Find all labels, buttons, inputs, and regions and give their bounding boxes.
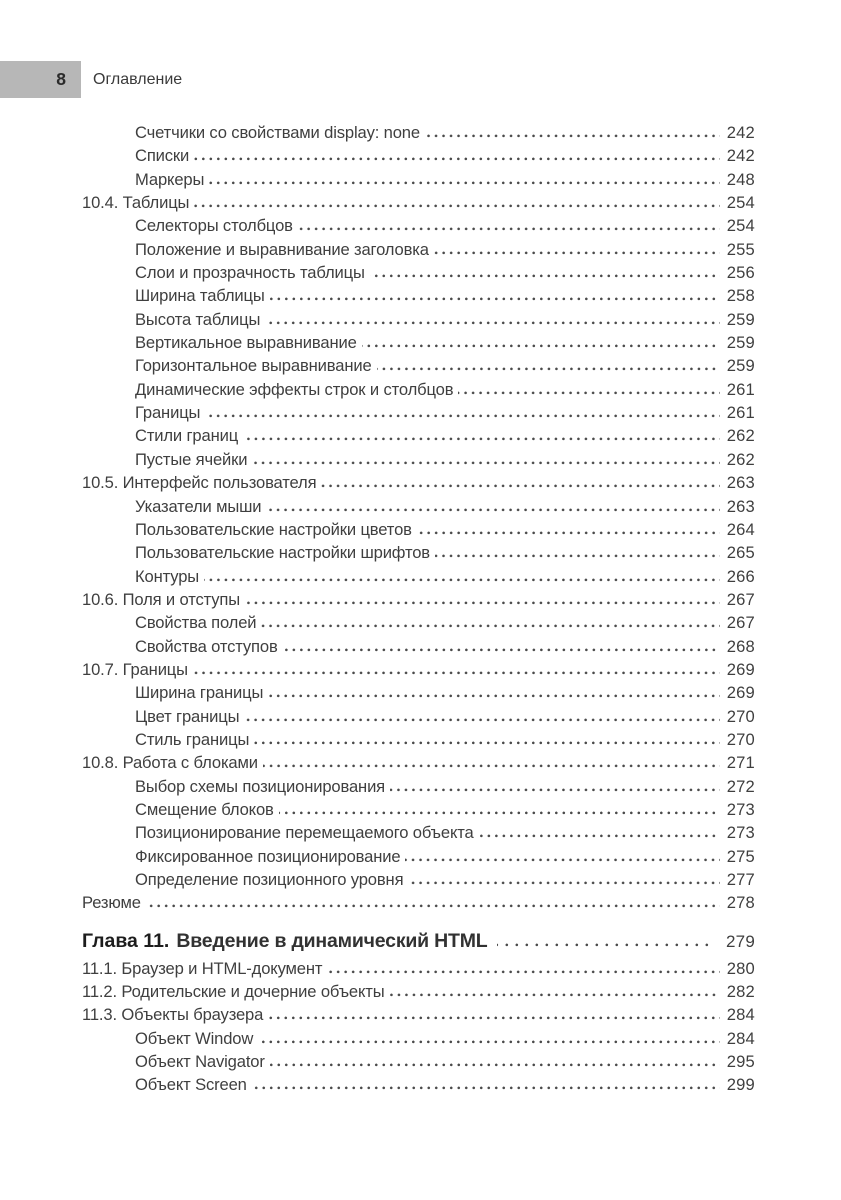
dot-leader	[479, 834, 720, 838]
toc-entry-page: 269	[726, 659, 755, 679]
toc-entry-label: Объект Window	[135, 1028, 254, 1048]
toc-entry-page: 263	[726, 496, 755, 516]
toc-entry-row	[82, 567, 755, 590]
toc-entry-row	[82, 1029, 755, 1052]
toc-entry-page: 270	[726, 729, 755, 749]
toc-entry-label: 10.5. Интерфейс пользователя	[82, 473, 317, 493]
toc-entry-label: Контуры	[135, 566, 200, 586]
toc-entry-page: 254	[726, 216, 755, 236]
dot-leader	[193, 671, 720, 675]
toc-entry-page: 259	[726, 356, 755, 376]
toc-entry-label: Свойства полей	[135, 613, 257, 633]
toc-entry-row	[82, 170, 755, 193]
toc-entry-page: 242	[726, 146, 755, 166]
running-head-box	[0, 61, 81, 98]
dot-leader	[204, 578, 720, 582]
toc-entry-page: 242	[726, 123, 755, 142]
toc-entry-row	[82, 240, 755, 263]
toc-entry-row	[82, 893, 755, 916]
toc-entry-row	[82, 123, 755, 146]
toc-entry-row	[82, 286, 755, 309]
toc-entry-page: 273	[726, 799, 755, 819]
toc-entry-label: Положение и выравнивание заголовка	[135, 239, 429, 259]
toc-entry-row	[82, 497, 755, 520]
toc-entry-row	[82, 543, 755, 566]
dot-leader	[245, 601, 720, 605]
table-of-contents	[82, 123, 755, 1099]
toc-entry-page: 277	[726, 870, 755, 889]
toc-entry-label: Ширина таблицы	[135, 286, 265, 306]
chapter-number-label: Глава 11.	[82, 929, 170, 952]
toc-entry-page: 261	[726, 379, 755, 399]
toc-entry-label: 11.1. Браузер и HTML-документ	[82, 958, 323, 978]
toc-entry-page: 268	[726, 636, 755, 656]
dot-leader	[370, 274, 720, 278]
dot-leader	[283, 648, 720, 652]
dot-leader	[377, 367, 720, 371]
toc-entry-label: 10.8. Работа с блоками	[82, 753, 258, 773]
toc-entry-row	[82, 707, 755, 730]
toc-entry-label: Динамические эффекты строк и столбцов	[135, 379, 454, 399]
toc-entry-row	[82, 982, 755, 1005]
toc-entry-page: 267	[726, 589, 755, 609]
dot-leader	[268, 1016, 719, 1020]
toc-entry-page: 275	[726, 846, 755, 866]
dot-leader	[261, 624, 719, 628]
toc-entry-label: Списки	[135, 146, 190, 166]
toc-entry-label: Объект Screen	[135, 1075, 247, 1095]
dot-leader	[194, 204, 719, 208]
toc-entry-page: 295	[726, 1052, 755, 1072]
toc-entry-page: 279	[726, 931, 755, 951]
chapter-title-label: Введение в динамический HTML	[176, 929, 488, 952]
dot-leader	[252, 461, 719, 465]
toc-entry-row	[82, 613, 755, 636]
toc-entry-row	[82, 870, 755, 893]
toc-entry-page: 270	[726, 706, 755, 726]
toc-entry-page: 255	[726, 239, 755, 259]
toc-entry-page: 282	[726, 982, 755, 1002]
toc-entry-page: 258	[726, 286, 755, 306]
toc-entry-label: Пользовательские настройки цветов	[135, 519, 412, 539]
toc-entry-label: Определение позиционного уровня	[135, 870, 404, 889]
toc-entry-label: Горизонтальное выравнивание	[135, 356, 372, 376]
toc-entry-page: 264	[726, 519, 755, 539]
toc-entry-page: 269	[726, 683, 755, 703]
toc-entry-label: 11.3. Объекты браузера	[82, 1005, 264, 1025]
toc-chapter-row	[82, 930, 755, 959]
page-number: 8	[56, 69, 66, 89]
toc-entry-page: 254	[726, 193, 755, 213]
dot-leader	[194, 157, 720, 161]
dot-leader	[425, 134, 720, 138]
toc-entry-row	[82, 1075, 755, 1098]
toc-entry-label: 10.4. Таблицы	[82, 193, 190, 213]
dot-leader	[298, 227, 720, 231]
toc-entry-label: 11.2. Родительские и дочерние объекты	[82, 982, 385, 1002]
running-head-title: Оглавление	[93, 71, 183, 88]
dot-leader	[497, 943, 716, 947]
toc-entry-row	[82, 800, 755, 823]
dot-leader	[405, 858, 719, 862]
toc-entry-page: 272	[726, 776, 755, 796]
toc-entry-page: 299	[726, 1075, 755, 1095]
toc-entry-row	[82, 193, 755, 216]
toc-entry-page: 262	[726, 449, 755, 469]
toc-entry-row	[82, 333, 755, 356]
toc-entry-page: 263	[726, 473, 755, 493]
toc-entry-page: 259	[726, 309, 755, 329]
toc-entry-label: Резюме	[82, 893, 141, 913]
dot-leader	[268, 694, 719, 698]
toc-entry-label: 10.6. Поля и отступы	[82, 589, 241, 609]
toc-entry-page: 256	[726, 263, 755, 283]
toc-entry-row	[82, 847, 755, 870]
toc-entry-row	[82, 590, 755, 613]
dot-leader	[279, 811, 720, 815]
dot-leader	[252, 1086, 720, 1090]
toc-entry-page: 284	[726, 1005, 755, 1025]
toc-entry-page: 265	[726, 543, 755, 563]
dot-leader	[266, 508, 719, 512]
dot-leader	[258, 1040, 720, 1044]
toc-entry-page: 261	[726, 403, 755, 423]
toc-entry-page: 280	[726, 958, 755, 978]
toc-entry-label: Счетчики со свойствами display: none	[135, 123, 420, 142]
toc-entry-page: 284	[726, 1028, 755, 1048]
toc-entry-label: Ширина границы	[135, 683, 264, 703]
toc-entry-row	[82, 1052, 755, 1075]
toc-entry-label: Объект Navigator	[135, 1052, 265, 1072]
dot-leader	[263, 764, 720, 768]
toc-entry-label: Позиционирование перемещаемого объекта	[135, 823, 474, 843]
dot-leader	[408, 881, 719, 885]
dot-leader	[458, 391, 719, 395]
dot-leader	[270, 1063, 720, 1067]
toc-entry-row	[82, 753, 755, 776]
toc-entry-row	[82, 730, 755, 753]
toc-entry-row	[82, 450, 755, 473]
toc-entry-row	[82, 426, 755, 449]
toc-entry-label: Пользовательские настройки шрифтов	[135, 543, 430, 563]
toc-entry-row	[82, 1005, 755, 1028]
toc-entry-row	[82, 637, 755, 660]
toc-entry-row	[82, 660, 755, 683]
toc-entry-page: 266	[726, 566, 755, 586]
dot-leader	[254, 741, 719, 745]
toc-entry-row	[82, 823, 755, 846]
toc-entry-label: Слои и прозрачность таблицы	[135, 263, 365, 283]
toc-entry-page: 248	[726, 169, 755, 189]
toc-entry-page: 262	[726, 426, 755, 446]
dot-leader	[243, 437, 720, 441]
toc-entry-label: Свойства отступов	[135, 636, 278, 656]
toc-entry-page: 278	[726, 893, 755, 913]
toc-entry-label: Стиль границы	[135, 729, 250, 749]
toc-entry-label: Цвет границы	[135, 706, 240, 726]
dot-leader	[362, 344, 720, 348]
toc-entry-row	[82, 777, 755, 800]
dot-leader	[435, 554, 720, 558]
dot-leader	[209, 181, 719, 185]
toc-entry-row	[82, 959, 755, 982]
toc-entry-row	[82, 263, 755, 286]
dot-leader	[321, 484, 719, 488]
dot-leader	[390, 788, 720, 792]
dot-leader	[270, 297, 720, 301]
toc-entry-row	[82, 403, 755, 426]
toc-entry-label: Указатели мыши	[135, 496, 262, 516]
toc-entry-label: Высота таблицы	[135, 309, 261, 329]
toc-entry-page: 273	[726, 823, 755, 843]
dot-leader	[327, 970, 719, 974]
toc-entry-label: Фиксированное позиционирование	[135, 846, 401, 866]
toc-entry-label: 10.7. Границы	[82, 659, 188, 679]
dot-leader	[244, 718, 719, 722]
toc-entry-label: Стили границ	[135, 426, 239, 446]
toc-entry-label: Выбор схемы позиционирования	[135, 776, 386, 796]
toc-entry-row	[82, 146, 755, 169]
dot-leader	[417, 531, 720, 535]
dot-leader	[146, 904, 720, 908]
toc-entry-label: Маркеры	[135, 169, 205, 189]
toc-entry-row	[82, 380, 755, 403]
toc-entry-label: Границы	[135, 403, 201, 423]
toc-entry-page: 267	[726, 613, 755, 633]
toc-entry-page: 259	[726, 333, 755, 353]
toc-entry-row	[82, 520, 755, 543]
toc-entry-label: Смещение блоков	[135, 799, 274, 819]
toc-entry-label: Пустые ячейки	[135, 449, 248, 469]
toc-entry-row	[82, 473, 755, 496]
toc-entry-row	[82, 216, 755, 239]
toc-entry-page: 271	[726, 753, 755, 773]
toc-entry-label: Вертикальное выравнивание	[135, 333, 357, 353]
dot-leader	[265, 321, 719, 325]
dot-leader	[205, 414, 719, 418]
dot-leader	[390, 993, 720, 997]
toc-entry-row	[82, 683, 755, 706]
toc-entry-label: Селекторы столбцов	[135, 216, 293, 236]
toc-entry-row	[82, 356, 755, 379]
dot-leader	[434, 251, 720, 255]
toc-entry-row	[82, 310, 755, 333]
